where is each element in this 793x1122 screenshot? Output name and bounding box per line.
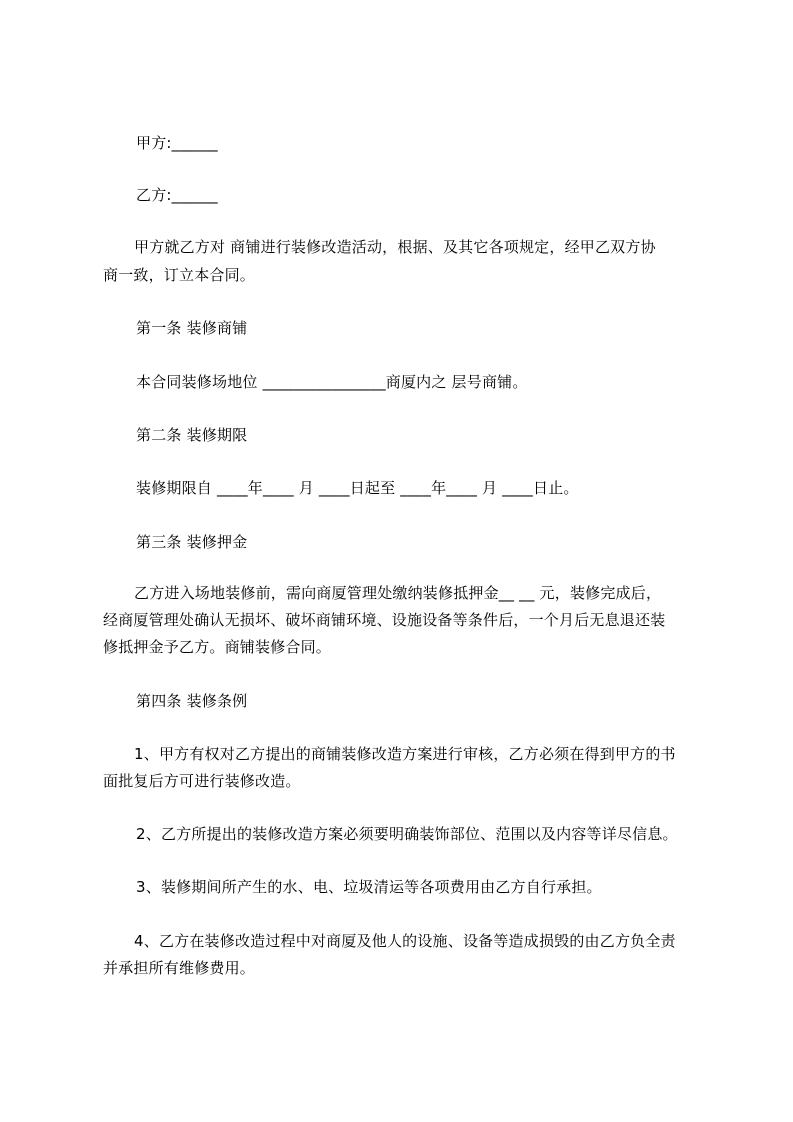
article-3-title: 第三条 装修押金 [136, 533, 248, 551]
intro-line-2: 商一致，订立本合同。 [103, 266, 256, 284]
article-3-line-2: 经商厦管理处确认无损坏、破坏商铺环境、设施设备等条件后，一个月后无息退还装 [103, 611, 666, 629]
article-1-text: 本合同装修场地位 ________________商厦内之 层号商铺。 [136, 373, 528, 391]
article-4-item-1-line-2: 面批复后方可进行装修改造。 [103, 772, 301, 790]
article-4-item-4-line-2: 并承担所有维修费用。 [103, 959, 256, 977]
intro-line-1: 甲方就乙方对 商铺进行装修改造活动，根据、及其它各项规定，经甲乙双方协 [134, 238, 656, 256]
party-a-line: 甲方:______ [136, 134, 218, 152]
article-4-item-4-line-1: 4、乙方在装修改造过程中对商厦及他人的设施、设备等造成损毁的由乙方负全责 [134, 932, 676, 950]
article-2-text: 装修期限自 ____年____ 月 ____日起至 ____年____ 月 ____日止。 [136, 479, 579, 497]
article-3-line-3: 修抵押金予乙方。商铺装修合同。 [103, 638, 332, 656]
article-4-item-1-line-1: 1、甲方有权对乙方提出的商铺装修改造方案进行审核，乙方必须在得到甲方的书 [134, 745, 676, 763]
article-4-title: 第四条 装修条例 [136, 692, 248, 710]
party-b-line: 乙方:______ [136, 186, 218, 204]
article-1-title: 第一条 装修商铺 [136, 319, 248, 337]
article-4-item-2: 2、乙方所提出的装修改造方案必须要明确装饰部位、范围以及内容等详尽信息。 [136, 825, 678, 843]
article-4-item-3: 3、装修期间所产生的水、电、垃圾清运等各项费用由乙方自行承担。 [136, 878, 602, 896]
article-3-line-1: 乙方进入场地装修前，需向商厦管理处缴纳装修抵押金__ __ 元，装修完成后， [134, 584, 662, 602]
article-2-title: 第二条 装修期限 [136, 426, 248, 444]
